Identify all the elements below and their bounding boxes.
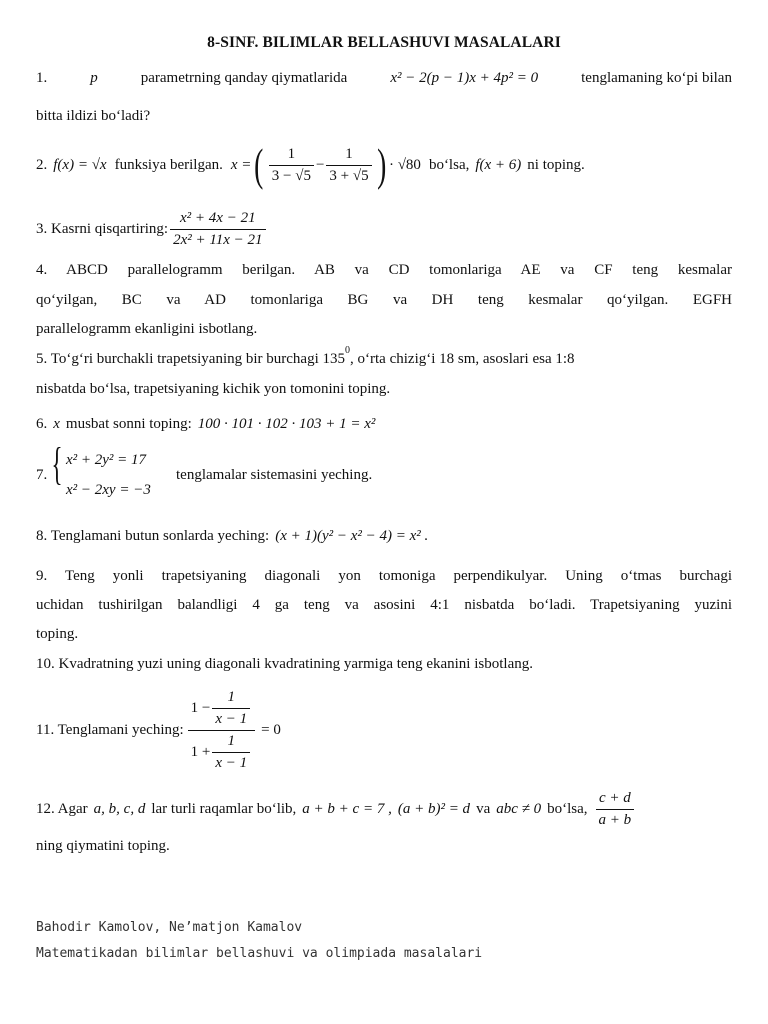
problem-1-line-2: bitta ildizi bo‘ladi? (36, 108, 151, 124)
problem-8-text: 8. Tenglamani butun sonlarda yeching: (36, 528, 270, 544)
page-title: 8-SINF. BILIMLAR BELLASHUVI MASALALARI (207, 34, 561, 51)
problem-2-text-a: funksiya berilgan. (114, 156, 223, 173)
problem-3-fraction (170, 210, 265, 249)
problem-2-left-paren: ( (254, 139, 264, 190)
problem-11-big-fraction (188, 689, 256, 772)
problem-12-equation-1: a + b + c = 7 , (302, 800, 392, 817)
problem-11-rhs: = 0 (261, 721, 281, 738)
problem-3-label: 3. Kasrni qisqartiring: (36, 220, 169, 237)
problem-6 (36, 416, 732, 433)
problem-3-numerator: x² + 4x − 21 (180, 209, 256, 226)
problem-6-equation: 100 · 101 · 102 · 103 + 1 = x² (197, 416, 376, 432)
problem-12-line-2: ning qiymatini toping. (36, 838, 170, 854)
problem-1-line-1 (36, 70, 732, 87)
problem-2-fraction-1-num: 1 (287, 145, 296, 162)
problem-7-brace: { (51, 438, 63, 489)
problem-5-text-b: , o‘rta chizig‘i 18 sm, asoslari esa 1:8 (350, 351, 575, 367)
problem-5-degree: 0 (345, 345, 351, 356)
problem-8 (36, 528, 732, 545)
problem-2-minus: − (315, 156, 325, 173)
problem-2-f-shift: f(x + 6) (475, 156, 522, 173)
problem-4-line-2: qo‘yilgan, BC va AD tomonlariga BG va DH teng kesmalar qo‘yilgan. EGFH (36, 292, 732, 308)
problem-2-function: f(x) = √x (53, 156, 107, 173)
problem-12-fraction (596, 790, 635, 829)
problem-2-text-c: ni toping. (527, 156, 585, 173)
problem-2-fraction-2 (326, 146, 371, 185)
problem-12-equation-3: abc ≠ 0 (496, 800, 542, 817)
problem-6-number: 6. (36, 416, 48, 432)
problem-12-text-b: lar turli raqamlar bo‘lib, (151, 800, 297, 817)
problem-2-x-eq: x = (230, 156, 252, 173)
problem-9-line-3: toping. (36, 626, 79, 642)
problem-9-line-2: uchidan tushirilgan balandligi 4 ga teng va asosini 4:1 nisbatda bo‘ladi. Trapetsiyaning yuzini (36, 597, 732, 613)
problem-4-line-1: 4. ABCD parallelogramm berilgan. AB va CD tomonlariga AE va CF teng kesmalar (36, 262, 732, 278)
problem-11-bottom-fraction (212, 733, 250, 772)
problem-2-text-b: bo‘lsa, (428, 156, 470, 173)
problem-1-param: p (90, 70, 98, 86)
problem-2-fraction-2-den: 3 + √5 (326, 165, 371, 185)
problem-12-text-c: bo‘lsa, (547, 800, 588, 817)
problem-2 (36, 140, 732, 190)
problem-2-fraction-1 (269, 146, 314, 185)
problem-11-top-fraction (212, 689, 250, 728)
problem-12-line-1 (36, 786, 732, 832)
problem-1-equation: x² − 2(p − 1)x + 4p² = 0 (390, 70, 539, 86)
footer-book-title: Matematikadan bilimlar bellashuvi va olimpiada masalalari (36, 946, 483, 961)
problem-12-vars: a, b, c, d (93, 800, 146, 817)
problem-7-equation-1: x² + 2y² = 17 (66, 452, 147, 468)
footer-authors: Bahodir Kamolov, Ne’matjon Kamalov (36, 920, 303, 935)
problem-2-fraction-1-den: 3 − √5 (269, 165, 314, 185)
problem-8-equation: (x + 1)(y² − x² − 4) = x² . (275, 528, 429, 544)
problem-1-text-b: tenglamaning ko‘pi bilan (581, 70, 732, 86)
problem-12-fraction-num: c + d (598, 789, 631, 806)
problem-9-line-1: 9. Teng yonli trapetsiyaning diagonali yon tomoniga perpendikulyar. Uning o‘tmas burchagi (36, 568, 732, 584)
problem-5-line-2: nisbatda bo‘lsa, trapetsiyaning kichik yon tomonini toping. (36, 381, 391, 397)
problem-7-equation-2: x² − 2xy = −3 (66, 482, 151, 498)
problem-4-line-3: parallelogramm ekanligini isbotlang. (36, 321, 258, 337)
problem-11-top-num: 1 (227, 688, 236, 705)
problem-1-number: 1. (36, 70, 48, 86)
problem-12-fraction-den: a + b (596, 809, 635, 829)
problem-1-text-a: parametrning qanday qiymatlarida (140, 70, 348, 86)
problem-11-top-lead: 1 − (190, 699, 211, 716)
problem-5-line-1 (36, 345, 732, 368)
problem-12-va: va (476, 800, 491, 817)
problem-7-number: 7. (36, 467, 48, 483)
problem-2-sqrt80: · √80 (388, 156, 421, 173)
problem-11-bottom-num: 1 (227, 732, 236, 749)
problem-2-fraction-2-num: 1 (345, 145, 353, 162)
problem-6-text: musbat sonni toping: (65, 416, 192, 432)
problem-11-bottom-den: x − 1 (212, 752, 250, 772)
problem-11-label: 11. Tenglamani yeching: (36, 721, 184, 738)
problem-3 (36, 204, 732, 254)
problem-11-bottom (188, 730, 256, 772)
problem-5-text-a: 5. To‘g‘ri burchakli trapetsiyaning bir burchagi 135 (36, 351, 346, 367)
problem-12-equation-2: (a + b)² = d (397, 800, 471, 817)
problem-11-top (188, 689, 256, 730)
problem-11-bottom-lead: 1 + (190, 743, 211, 760)
problem-6-var: x (53, 416, 60, 432)
problem-7-text: tenglamalar sistemasini yeching. (176, 467, 373, 483)
problem-12-text-a: 12. Agar (36, 800, 88, 817)
problem-10: 10. Kvadratning yuzi uning diagonali kvadratining yarmiga teng ekanini isbotlang. (36, 656, 533, 672)
problem-2-number: 2. (36, 156, 48, 173)
problem-2-right-paren: ) (376, 139, 386, 190)
problem-11-top-den: x − 1 (212, 708, 250, 728)
problem-3-denominator: 2x² + 11x − 21 (170, 229, 265, 249)
problem-11 (36, 688, 732, 772)
